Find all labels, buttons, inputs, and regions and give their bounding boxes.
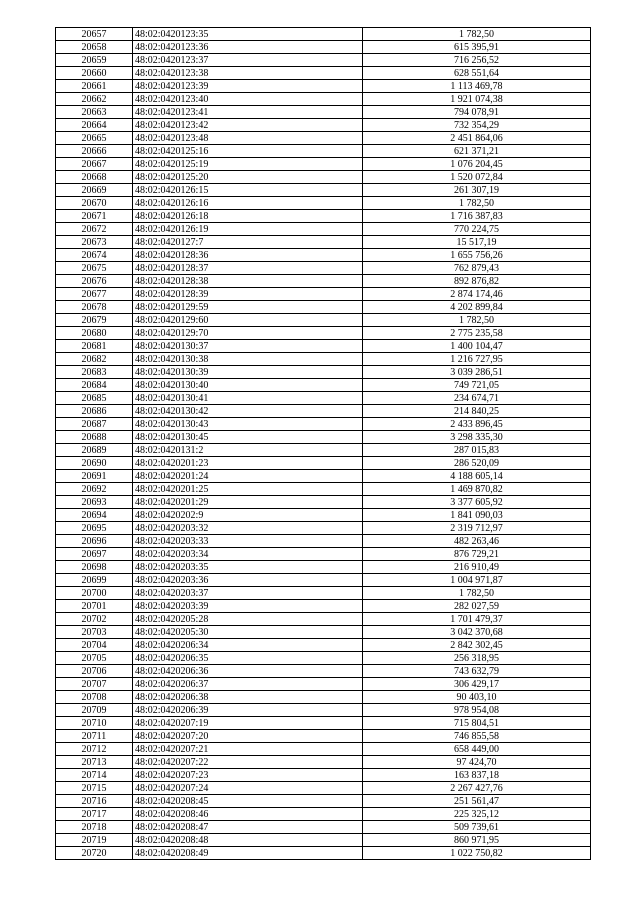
cadastral-number-cell: 48:02:0420123:36 [133, 41, 363, 54]
table-row [56, 470, 591, 483]
cadastral-number-cell: 48:02:0420128:38 [133, 275, 363, 288]
table-row [56, 600, 591, 613]
cadastral-number-cell: 48:02:0420207:24 [133, 782, 363, 795]
row-number-cell: 20699 [56, 574, 133, 587]
cadastral-number-cell: 48:02:0420127:7 [133, 236, 363, 249]
row-number-cell: 20676 [56, 275, 133, 288]
cadastral-number-cell: 48:02:0420203:39 [133, 600, 363, 613]
cadastral-number-cell: 48:02:0420123:35 [133, 28, 363, 41]
cadastral-number-cell: 48:02:0420129:59 [133, 301, 363, 314]
cadastral-value-cell: 743 632,79 [363, 665, 591, 678]
table-row [56, 522, 591, 535]
cadastral-value-cell: 306 429,17 [363, 678, 591, 691]
cadastral-number-cell: 48:02:0420130:40 [133, 379, 363, 392]
table-row [56, 639, 591, 652]
table-row [56, 80, 591, 93]
row-number-cell: 20710 [56, 717, 133, 730]
row-number-cell: 20674 [56, 249, 133, 262]
row-number-cell: 20669 [56, 184, 133, 197]
cadastral-value-cell: 1 782,50 [363, 197, 591, 210]
table-row [56, 41, 591, 54]
cadastral-number-cell: 48:02:0420203:36 [133, 574, 363, 587]
row-number-cell: 20703 [56, 626, 133, 639]
row-number-cell: 20678 [56, 301, 133, 314]
table-row [56, 366, 591, 379]
cadastral-value-cell: 256 318,95 [363, 652, 591, 665]
cadastral-value-cell: 2 775 235,58 [363, 327, 591, 340]
row-number-cell: 20696 [56, 535, 133, 548]
cadastral-value-cell: 3 377 605,92 [363, 496, 591, 509]
cadastral-value-cell: 794 078,91 [363, 106, 591, 119]
table-row [56, 691, 591, 704]
row-number-cell: 20672 [56, 223, 133, 236]
cadastral-number-cell: 48:02:0420130:38 [133, 353, 363, 366]
row-number-cell: 20693 [56, 496, 133, 509]
cadastral-number-cell: 48:02:0420125:20 [133, 171, 363, 184]
cadastral-number-cell: 48:02:0420203:32 [133, 522, 363, 535]
cadastral-value-cell: 234 674,71 [363, 392, 591, 405]
table-row [56, 626, 591, 639]
row-number-cell: 20694 [56, 509, 133, 522]
table-row [56, 379, 591, 392]
table-row [56, 327, 591, 340]
cadastral-value-cell: 892 876,82 [363, 275, 591, 288]
cadastral-value-cell: 1 113 469,78 [363, 80, 591, 93]
row-number-cell: 20686 [56, 405, 133, 418]
cadastral-number-cell: 48:02:0420130:42 [133, 405, 363, 418]
row-number-cell: 20658 [56, 41, 133, 54]
table-row [56, 808, 591, 821]
cadastral-value-cell: 163 837,18 [363, 769, 591, 782]
row-number-cell: 20713 [56, 756, 133, 769]
table-row [56, 561, 591, 574]
table-row [56, 652, 591, 665]
row-number-cell: 20666 [56, 145, 133, 158]
cadastral-value-cell: 1 782,50 [363, 587, 591, 600]
cadastral-number-cell: 48:02:0420205:28 [133, 613, 363, 626]
cadastral-number-cell: 48:02:0420201:25 [133, 483, 363, 496]
cadastral-value-cell: 1 004 971,87 [363, 574, 591, 587]
table-row [56, 834, 591, 847]
cadastral-value-cell: 216 910,49 [363, 561, 591, 574]
row-number-cell: 20717 [56, 808, 133, 821]
row-number-cell: 20671 [56, 210, 133, 223]
row-number-cell: 20660 [56, 67, 133, 80]
cadastral-number-cell: 48:02:0420207:19 [133, 717, 363, 730]
table-row [56, 678, 591, 691]
cadastral-number-cell: 48:02:0420208:46 [133, 808, 363, 821]
row-number-cell: 20680 [56, 327, 133, 340]
row-number-cell: 20687 [56, 418, 133, 431]
cadastral-value-cell: 90 403,10 [363, 691, 591, 704]
table-row [56, 574, 591, 587]
row-number-cell: 20683 [56, 366, 133, 379]
row-number-cell: 20659 [56, 54, 133, 67]
cadastral-number-cell: 48:02:0420123:39 [133, 80, 363, 93]
cadastral-value-cell: 1 520 072,84 [363, 171, 591, 184]
cadastral-number-cell: 48:02:0420123:41 [133, 106, 363, 119]
table-row [56, 847, 591, 860]
cadastral-number-cell: 48:02:0420126:16 [133, 197, 363, 210]
row-number-cell: 20701 [56, 600, 133, 613]
cadastral-value-cell: 762 879,43 [363, 262, 591, 275]
cadastral-number-cell: 48:02:0420208:45 [133, 795, 363, 808]
table-row [56, 587, 591, 600]
row-number-cell: 20709 [56, 704, 133, 717]
cadastral-value-cell: 4 188 605,14 [363, 470, 591, 483]
cadastral-number-cell: 48:02:0420208:49 [133, 847, 363, 860]
cadastral-value-cell: 1 782,50 [363, 28, 591, 41]
row-number-cell: 20691 [56, 470, 133, 483]
table-row [56, 54, 591, 67]
row-number-cell: 20657 [56, 28, 133, 41]
cadastral-value-cell: 3 042 370,68 [363, 626, 591, 639]
cadastral-value-cell: 860 971,95 [363, 834, 591, 847]
row-number-cell: 20661 [56, 80, 133, 93]
cadastral-number-cell: 48:02:0420207:20 [133, 730, 363, 743]
row-number-cell: 20679 [56, 314, 133, 327]
cadastral-value-cell: 1 782,50 [363, 314, 591, 327]
row-number-cell: 20677 [56, 288, 133, 301]
cadastral-number-cell: 48:02:0420130:37 [133, 340, 363, 353]
row-number-cell: 20708 [56, 691, 133, 704]
cadastral-value-cell: 282 027,59 [363, 600, 591, 613]
table-row [56, 496, 591, 509]
cadastral-value-cell: 3 039 286,51 [363, 366, 591, 379]
row-number-cell: 20692 [56, 483, 133, 496]
cadastral-value-cell: 876 729,21 [363, 548, 591, 561]
cadastral-number-cell: 48:02:0420130:41 [133, 392, 363, 405]
row-number-cell: 20688 [56, 431, 133, 444]
cadastral-value-cell: 225 325,12 [363, 808, 591, 821]
cadastral-value-cell: 1 655 756,26 [363, 249, 591, 262]
cadastral-number-cell: 48:02:0420201:24 [133, 470, 363, 483]
cadastral-value-cell: 1 400 104,47 [363, 340, 591, 353]
table-row [56, 548, 591, 561]
cadastral-value-cell: 2 451 864,06 [363, 132, 591, 145]
cadastral-value-cell: 770 224,75 [363, 223, 591, 236]
cadastral-number-cell: 48:02:0420129:70 [133, 327, 363, 340]
row-number-cell: 20718 [56, 821, 133, 834]
table-row [56, 301, 591, 314]
table-row [56, 236, 591, 249]
cadastral-number-cell: 48:02:0420126:18 [133, 210, 363, 223]
cadastral-number-cell: 48:02:0420123:40 [133, 93, 363, 106]
table-row [56, 392, 591, 405]
cadastral-number-cell: 48:02:0420128:37 [133, 262, 363, 275]
cadastral-value-cell: 1 076 204,45 [363, 158, 591, 171]
cadastral-value-cell: 2 874 174,46 [363, 288, 591, 301]
cadastral-number-cell: 48:02:0420201:23 [133, 457, 363, 470]
row-number-cell: 20712 [56, 743, 133, 756]
cadastral-value-cell: 1 469 870,82 [363, 483, 591, 496]
cadastral-number-cell: 48:02:0420130:39 [133, 366, 363, 379]
table-row [56, 743, 591, 756]
table-row [56, 821, 591, 834]
cadastral-value-cell: 1 716 387,83 [363, 210, 591, 223]
cadastral-value-cell: 15 517,19 [363, 236, 591, 249]
table-row [56, 249, 591, 262]
table-row [56, 730, 591, 743]
row-number-cell: 20702 [56, 613, 133, 626]
table-row [56, 457, 591, 470]
cadastral-number-cell: 48:02:0420203:33 [133, 535, 363, 548]
table-row [56, 717, 591, 730]
cadastral-number-cell: 48:02:0420126:15 [133, 184, 363, 197]
table-row [56, 444, 591, 457]
cadastral-number-cell: 48:02:0420123:38 [133, 67, 363, 80]
row-number-cell: 20668 [56, 171, 133, 184]
cadastral-number-cell: 48:02:0420206:38 [133, 691, 363, 704]
cadastral-number-cell: 48:02:0420129:60 [133, 314, 363, 327]
table-row [56, 795, 591, 808]
row-number-cell: 20720 [56, 847, 133, 860]
row-number-cell: 20673 [56, 236, 133, 249]
cadastral-value-cell: 2 267 427,76 [363, 782, 591, 795]
cadastral-value-cell: 1 022 750,82 [363, 847, 591, 860]
cadastral-number-cell: 48:02:0420125:19 [133, 158, 363, 171]
cadastral-value-cell: 287 015,83 [363, 444, 591, 457]
cadastral-number-cell: 48:02:0420131:2 [133, 444, 363, 457]
cadastral-value-cell: 2 842 302,45 [363, 639, 591, 652]
cadastral-value-cell: 1 921 074,38 [363, 93, 591, 106]
cadastral-number-cell: 48:02:0420203:37 [133, 587, 363, 600]
table-row [56, 509, 591, 522]
cadastral-number-cell: 48:02:0420202:9 [133, 509, 363, 522]
cadastral-value-cell: 658 449,00 [363, 743, 591, 756]
row-number-cell: 20715 [56, 782, 133, 795]
table-row [56, 314, 591, 327]
cadastral-number-cell: 48:02:0420205:30 [133, 626, 363, 639]
cadastral-number-cell: 48:02:0420123:48 [133, 132, 363, 145]
row-number-cell: 20675 [56, 262, 133, 275]
cadastral-value-cell: 2 319 712,97 [363, 522, 591, 535]
row-number-cell: 20662 [56, 93, 133, 106]
cadastral-number-cell: 48:02:0420206:34 [133, 639, 363, 652]
cadastral-number-cell: 48:02:0420207:21 [133, 743, 363, 756]
table-row [56, 704, 591, 717]
cadastral-value-cell: 509 739,61 [363, 821, 591, 834]
cadastral-number-cell: 48:02:0420206:35 [133, 652, 363, 665]
cadastral-value-cell: 214 840,25 [363, 405, 591, 418]
cadastral-number-cell: 48:02:0420207:23 [133, 769, 363, 782]
cadastral-number-cell: 48:02:0420130:43 [133, 418, 363, 431]
row-number-cell: 20684 [56, 379, 133, 392]
table-row [56, 769, 591, 782]
row-number-cell: 20670 [56, 197, 133, 210]
cadastral-number-cell: 48:02:0420203:35 [133, 561, 363, 574]
table-row [56, 353, 591, 366]
cadastral-number-cell: 48:02:0420130:45 [133, 431, 363, 444]
cadastral-number-cell: 48:02:0420203:34 [133, 548, 363, 561]
table-row [56, 756, 591, 769]
cadastral-value-cell: 286 520,09 [363, 457, 591, 470]
cadastral-value-cell: 1 216 727,95 [363, 353, 591, 366]
table-row [56, 28, 591, 41]
cadastral-number-cell: 48:02:0420206:39 [133, 704, 363, 717]
row-number-cell: 20685 [56, 392, 133, 405]
table-row [56, 171, 591, 184]
row-number-cell: 20714 [56, 769, 133, 782]
cadastral-value-cell: 615 395,91 [363, 41, 591, 54]
table-row [56, 535, 591, 548]
row-number-cell: 20707 [56, 678, 133, 691]
cadastral-number-cell: 48:02:0420125:16 [133, 145, 363, 158]
row-number-cell: 20706 [56, 665, 133, 678]
cadastral-value-cell: 251 561,47 [363, 795, 591, 808]
row-number-cell: 20690 [56, 457, 133, 470]
table-body [56, 28, 591, 860]
cadastral-number-cell: 48:02:0420128:39 [133, 288, 363, 301]
table-row [56, 210, 591, 223]
row-number-cell: 20698 [56, 561, 133, 574]
row-number-cell: 20716 [56, 795, 133, 808]
cadastral-number-cell: 48:02:0420206:36 [133, 665, 363, 678]
cadastral-value-cell: 3 298 335,30 [363, 431, 591, 444]
cadastral-value-cell: 978 954,08 [363, 704, 591, 717]
table-row [56, 483, 591, 496]
cadastral-number-cell: 48:02:0420123:42 [133, 119, 363, 132]
table-row [56, 275, 591, 288]
row-number-cell: 20711 [56, 730, 133, 743]
cadastral-value-cell: 97 424,70 [363, 756, 591, 769]
cadastral-number-cell: 48:02:0420208:47 [133, 821, 363, 834]
cadastral-value-cell: 749 721,05 [363, 379, 591, 392]
cadastral-number-cell: 48:02:0420126:19 [133, 223, 363, 236]
row-number-cell: 20682 [56, 353, 133, 366]
table-row [56, 613, 591, 626]
table-row [56, 418, 591, 431]
row-number-cell: 20704 [56, 639, 133, 652]
row-number-cell: 20700 [56, 587, 133, 600]
row-number-cell: 20667 [56, 158, 133, 171]
cadastral-value-cell: 1 841 090,03 [363, 509, 591, 522]
cadastral-number-cell: 48:02:0420201:29 [133, 496, 363, 509]
table-row [56, 782, 591, 795]
cadastral-value-cell: 716 256,52 [363, 54, 591, 67]
cadastral-value-cell: 482 263,46 [363, 535, 591, 548]
cadastral-value-cell: 621 371,21 [363, 145, 591, 158]
cadastral-value-cell: 261 307,19 [363, 184, 591, 197]
row-number-cell: 20697 [56, 548, 133, 561]
table-row [56, 405, 591, 418]
row-number-cell: 20663 [56, 106, 133, 119]
table-row [56, 119, 591, 132]
cadastral-value-cell: 746 855,58 [363, 730, 591, 743]
row-number-cell: 20681 [56, 340, 133, 353]
row-number-cell: 20664 [56, 119, 133, 132]
cadastral-value-cell: 1 701 479,37 [363, 613, 591, 626]
table-row [56, 288, 591, 301]
cadastral-value-table [55, 27, 591, 860]
table-row [56, 197, 591, 210]
table-row [56, 665, 591, 678]
cadastral-number-cell: 48:02:0420206:37 [133, 678, 363, 691]
table-row [56, 106, 591, 119]
cadastral-value-cell: 628 551,64 [363, 67, 591, 80]
cadastral-number-cell: 48:02:0420208:48 [133, 834, 363, 847]
table-row [56, 93, 591, 106]
row-number-cell: 20705 [56, 652, 133, 665]
table-row [56, 67, 591, 80]
row-number-cell: 20719 [56, 834, 133, 847]
row-number-cell: 20665 [56, 132, 133, 145]
table-row [56, 184, 591, 197]
cadastral-number-cell: 48:02:0420128:36 [133, 249, 363, 262]
table-row [56, 262, 591, 275]
row-number-cell: 20695 [56, 522, 133, 535]
table-row [56, 158, 591, 171]
cadastral-value-cell: 4 202 899,84 [363, 301, 591, 314]
table-row [56, 431, 591, 444]
cadastral-value-cell: 715 804,51 [363, 717, 591, 730]
cadastral-value-cell: 2 433 896,45 [363, 418, 591, 431]
table-row [56, 340, 591, 353]
table-row [56, 223, 591, 236]
row-number-cell: 20689 [56, 444, 133, 457]
cadastral-value-cell: 732 354,29 [363, 119, 591, 132]
table-row [56, 145, 591, 158]
cadastral-number-cell: 48:02:0420123:37 [133, 54, 363, 67]
table-row [56, 132, 591, 145]
cadastral-number-cell: 48:02:0420207:22 [133, 756, 363, 769]
